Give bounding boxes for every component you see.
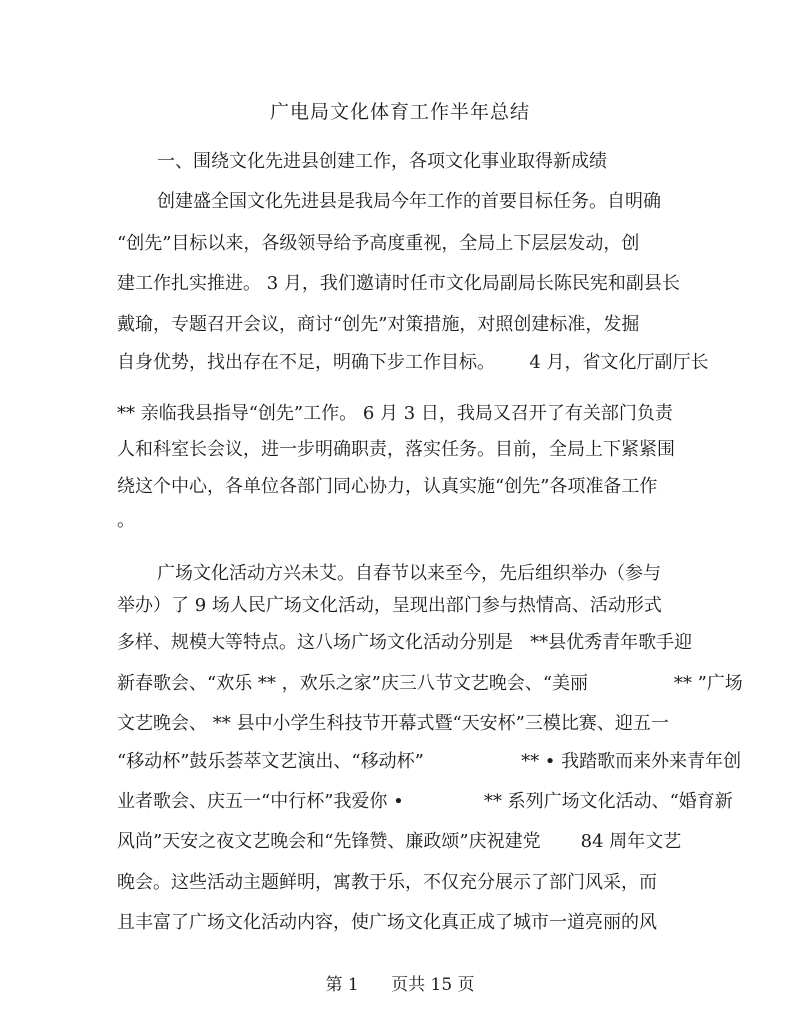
paragraph-line: 创建盛全国文化先进县是我局今年工作的首要目标任务。自明确 — [157, 191, 661, 212]
paragraph-line: 自身优势，找出存在不足，明确下步工作目标。 4 月，省文化厅副厅长 — [117, 352, 709, 373]
paragraph-line: 新春歌会、“欢乐 ** ，欢乐之家”庆三八节文艺晚会、“美丽 ** ”广场 — [117, 673, 743, 694]
paragraph-line: 建工作扎实推进。 3 月，我们邀请时任市文化局副局长陈民宪和副县长 — [117, 273, 680, 294]
paragraph-line: 且丰富了广场文化活动内容，使广场文化真正成了城市一道亮丽的风 — [117, 912, 657, 933]
paragraph-line: 。 — [117, 510, 135, 531]
paragraph-line: 人和科室长会议，进一步明确职责，落实任务。目前，全局上下紧紧围 — [117, 439, 675, 460]
paragraph-line: ** 亲临我县指导“创先”工作。 6 月 3 日，我局又召开了有关部门负责 — [117, 403, 673, 424]
paragraph-line: 举办）了 9 场人民广场文化活动，呈现出部门参与热情高、活动形式 — [117, 595, 662, 616]
paragraph-line: 广场文化活动方兴未艾。自春节以来至今，先后组织举办（参与 — [157, 563, 661, 584]
paragraph-line: “移动杯”鼓乐荟萃文艺演出、“移动杯” ** • 我踏歌而来外来青年创 — [117, 751, 742, 772]
paragraph-line: 风尚”天安之夜文艺晚会和“先锋赞、廉政颂”庆祝建党 84 周年文艺 — [117, 831, 682, 852]
paragraph-line: 晚会。这些活动主题鲜明，寓教于乐，不仅充分展示了部门风采，而 — [117, 872, 657, 893]
paragraph-line: “创先”目标以来，各级领导给予高度重视，全局上下层层发动，创 — [117, 233, 640, 254]
paragraph-line: 绕这个中心，各单位各部门同心协力，认真实施“创先”各项准备工作 — [117, 476, 658, 497]
section-heading: 一、围绕文化先进县创建工作，各项文化事业取得新成绩 — [157, 151, 607, 172]
page-number-footer: 第 1 页共 15 页 — [325, 975, 475, 995]
paragraph-line: 文艺晚会、 ** 县中小学生科技节开幕式暨“天安杯”三模比赛、迎五一 — [117, 713, 669, 734]
document-title: 广电局文化体育工作半年总结 — [269, 101, 530, 123]
paragraph-line: 多样、规模大等特点。这八场广场文化活动分别是 **县优秀青年歌手迎 — [117, 632, 693, 653]
paragraph-line: 业者歌会、庆五一“中行杯”我爱你 • ** 系列广场文化活动、“婚育新 — [117, 791, 733, 812]
paragraph-line: 戴瑜，专题召开会议，商讨“创先”对策措施，对照创建标准，发掘 — [117, 314, 640, 335]
